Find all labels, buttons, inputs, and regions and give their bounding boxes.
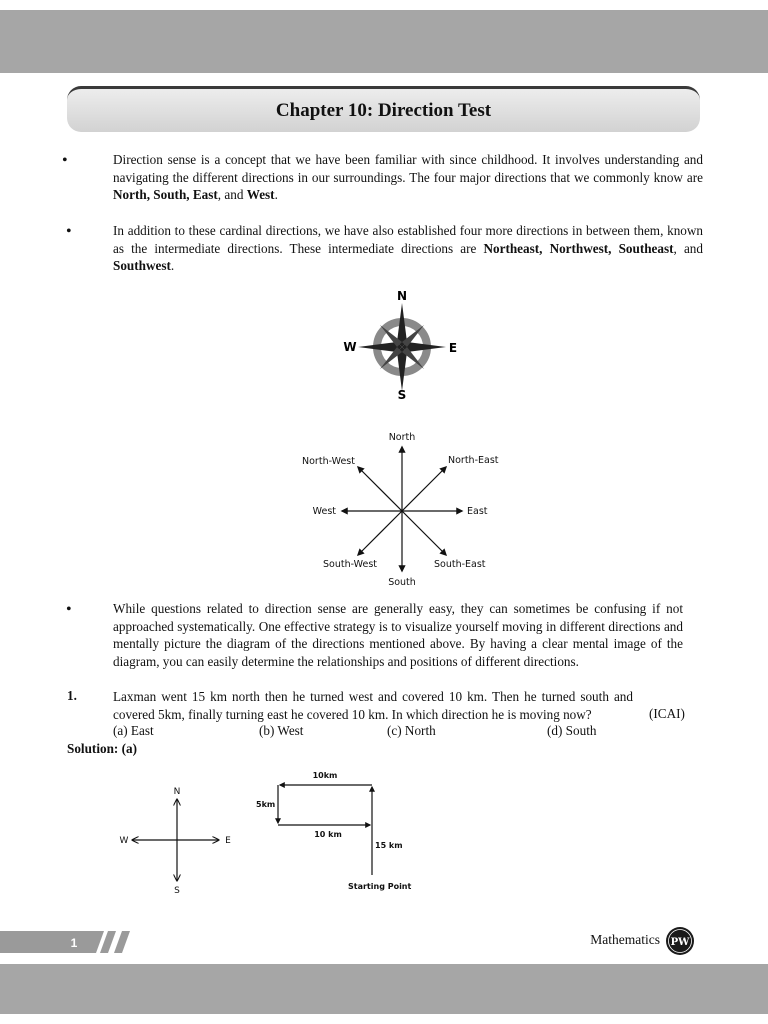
question-text: Laxman went 15 km north then he turned west and covered 10 km. Then he turned south and covered 5km, finally turning east he covered 10 km. In which direction he is moving now? [113,689,633,722]
solution-compass-diagram [110,780,240,900]
page-tab-stripe [114,931,130,953]
paragraph-1: Direction sense is a concept that we have been familiar with since childhood. It involves understanding and navigating the different directions in our surroundings. The four major directions that we commonly know are North, South, East, and West. [113,152,703,203]
top-distance-label: 10km [312,771,338,780]
header-band [0,10,768,73]
bullet-icon: • [66,601,72,618]
page-number: 1 [70,936,78,950]
paragraph-3: While questions related to direction sense are generally easy, they can sometimes be confusing if not approached systematically. One effective strategy is to visualize yourself moving in different directions and mentally picture the diagram of the directions mentioned above. By having a clear mental image of the diagram, you can easily determine the relationships and positions of different directions. [113,601,683,669]
bullet-icon: • [66,223,72,240]
option-a: (a) East [113,723,154,738]
page-tab-shape [0,931,104,953]
compass-n-label: N [396,289,408,303]
option-d: (d) South [547,723,597,738]
compass-s-label: S [397,388,407,402]
label-west: West [312,506,336,517]
arrow-north-east [402,467,446,511]
label-south: South [388,577,416,588]
arrow-north-west [358,467,402,511]
direction-arrows [342,447,462,571]
option-b: (b) West [259,723,304,738]
bullet-icon: • [62,152,68,169]
solution-label: Solution: (a) [67,741,137,756]
starting-point-label: Starting Point [348,882,412,891]
paragraph-2: In addition to these cardinal directions, we have also established four more directions in between them, known as the intermediate directions. These intermediate directions are Northeast, Northwest, Southeast, and Southwest. [113,223,703,274]
compass-w-label: W [343,340,357,354]
eight-directions-diagram [290,425,510,590]
page-number-tab [0,929,135,955]
option-c: (c) North [387,723,436,738]
label-east: East [467,506,488,517]
left-distance-label: 5km [256,800,276,809]
solution-path-diagram [250,765,430,895]
label-north-east: North-East [448,455,499,466]
label-south-west: South-West [322,559,377,570]
question-number: 1. [67,688,77,703]
compass-rose-diagram [330,285,470,405]
sol-label-e: E [225,836,231,846]
label-south-east: South-East [434,559,486,570]
subject-label: Mathematics [590,932,660,947]
sol-label-w: W [119,836,129,846]
compass-e-label: E [448,341,458,355]
mid-distance-label: 10 km [314,830,342,839]
label-north-west: North-West [302,456,355,467]
question-source: (ICAI) [649,706,685,721]
pw-logo-text: PW [670,937,690,948]
right-distance-label: 15 km [375,841,403,850]
arrow-south-west [358,511,402,555]
arrow-south-east [402,511,446,555]
label-north: North [388,432,416,443]
pw-logo-icon [665,926,695,956]
sol-label-s: S [174,886,180,896]
sol-label-n: N [173,787,181,797]
chapter-title-bar [67,86,700,132]
chapter-title: Chapter 10: Direction Test [275,99,492,121]
footer-band [0,964,768,1014]
